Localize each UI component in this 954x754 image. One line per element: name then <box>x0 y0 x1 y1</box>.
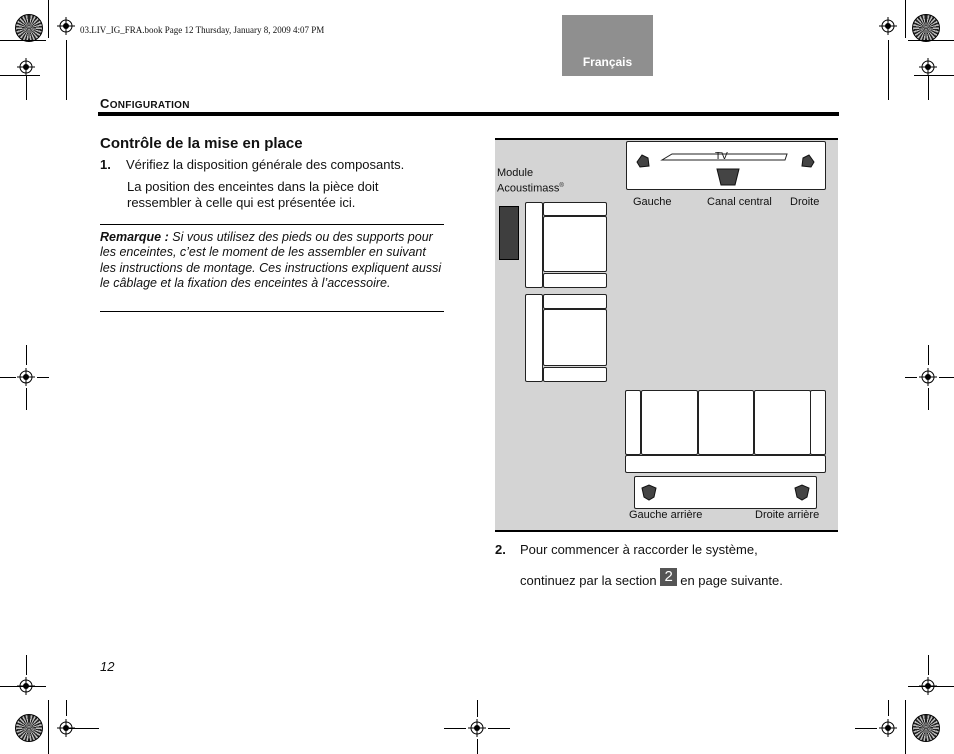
file-info: 03.LIV_IG_FRA.book Page 12 Thursday, January 8, 2009 4:07 PM <box>80 25 325 35</box>
page-number: 12 <box>100 659 115 674</box>
color-bar-icon <box>912 14 940 42</box>
module-label-line2: Acoustimass <box>497 182 560 195</box>
crosshair-icon <box>919 368 937 386</box>
header-rule <box>98 112 839 116</box>
crosshair-icon <box>468 719 486 737</box>
section-number-badge: 2 <box>660 568 677 586</box>
left-speaker-label: Gauche <box>633 196 672 208</box>
rear-left-label: Gauche arrière <box>629 509 703 521</box>
note-box <box>100 224 444 312</box>
crosshair-icon <box>879 17 897 35</box>
step-2-line1: Pour commencer à raccorder le système, <box>520 542 758 557</box>
crosshair-icon <box>17 58 35 76</box>
rear-right-speaker-icon <box>793 484 811 501</box>
step-2-number <box>495 542 506 558</box>
step-1-number: 1. <box>100 157 111 172</box>
crosshair-icon <box>17 368 35 386</box>
crosshair-icon <box>879 719 897 737</box>
crosshair-icon <box>57 17 75 35</box>
language-tab <box>562 15 653 76</box>
step-2-line2 <box>520 567 783 589</box>
step-1 <box>100 157 111 173</box>
rear-speaker-stand <box>634 476 817 509</box>
rear-left-speaker-icon <box>640 484 658 501</box>
step-2-line2-post: en page suivante. <box>680 573 783 588</box>
module-label-reg: ® <box>559 183 564 189</box>
left-speaker-icon <box>635 154 651 168</box>
rear-right-label: Droite arrière <box>755 509 820 521</box>
step-2-number-text: 2. <box>495 542 506 557</box>
color-bar-icon <box>912 714 940 742</box>
page-heading: Contrôle de la mise en place <box>100 135 303 152</box>
crosshair-icon <box>919 58 937 76</box>
note-text <box>100 230 442 291</box>
note-label: Remarque : <box>100 230 169 244</box>
step-2-line2-pre: continuez par la section <box>520 573 657 588</box>
color-bar-icon <box>15 14 43 42</box>
section-title: CONFIGURATION <box>100 96 190 111</box>
step-1-detail: La position des enceintes dans la pièce doit ressembler à celle qui est présentée ici. <box>127 179 379 210</box>
module-label-line1: Module <box>497 167 534 179</box>
center-speaker-label: Canal central <box>707 196 772 208</box>
tv-label: TV <box>715 151 728 162</box>
module-label <box>497 167 564 196</box>
right-speaker-label: Droite <box>790 196 820 208</box>
room-diagram <box>495 138 838 532</box>
step-1-text: Vérifiez la disposition générale des composants. <box>126 157 405 172</box>
acoustimass-module <box>499 206 519 260</box>
note-body: Si vous utilisez des pieds ou des supports pour les enceintes, c’est le moment de les assembler en suivant les instructions de montage. Ces instructions expliquent aussi le câblage et la fixation des enceintes à l’accessoire. <box>100 230 442 290</box>
language-tab-label: Français <box>582 55 633 69</box>
color-bar-icon <box>15 714 43 742</box>
center-speaker-icon <box>716 167 740 187</box>
right-speaker-icon <box>800 154 816 168</box>
